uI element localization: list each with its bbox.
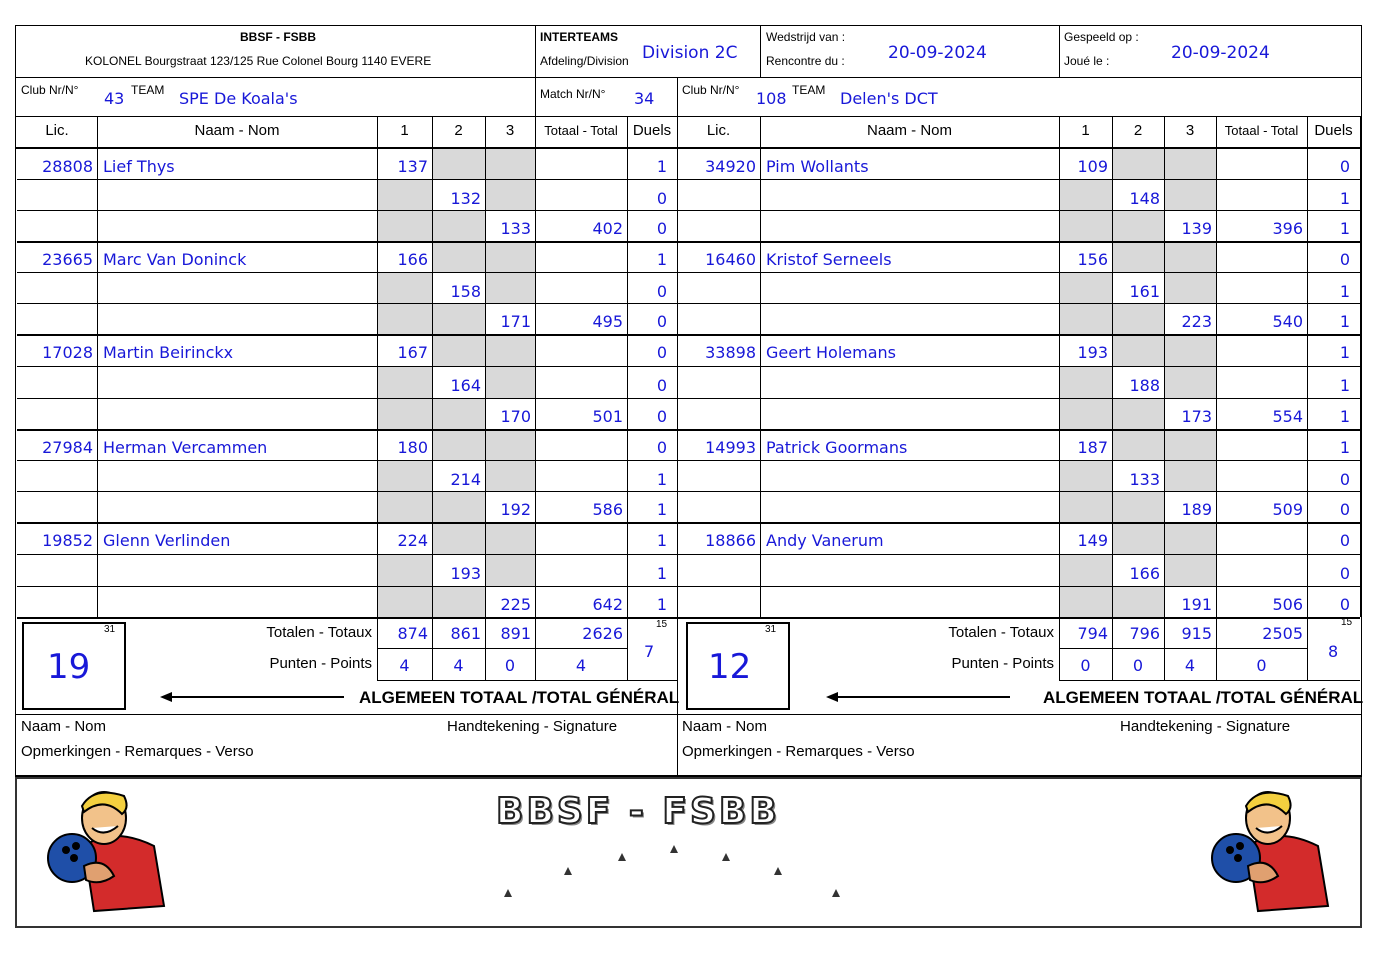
away-col-header-total: Totaal - Total bbox=[1224, 123, 1299, 138]
grid-line bbox=[17, 617, 677, 619]
away-player-total: 509 bbox=[1272, 500, 1303, 519]
home-player-total: 642 bbox=[592, 595, 623, 614]
gray-block bbox=[485, 554, 535, 586]
away-player-game2: 166 bbox=[1129, 564, 1160, 583]
away-points-total: 0 bbox=[1256, 656, 1267, 675]
gray-block bbox=[1059, 554, 1112, 586]
grid-line bbox=[677, 303, 1360, 304]
away-player-total: 506 bbox=[1272, 595, 1303, 614]
home-player-total: 586 bbox=[592, 500, 623, 519]
away-player-game2: 161 bbox=[1129, 282, 1160, 301]
home-col-header-duels: Duels bbox=[632, 122, 672, 139]
grid-line bbox=[677, 272, 1360, 273]
home-remarks-label: Opmerkingen - Remarques - Verso bbox=[21, 743, 254, 760]
home-player-game2: 193 bbox=[450, 564, 481, 583]
gray-block bbox=[1164, 460, 1216, 491]
grid-line bbox=[760, 25, 761, 77]
home-totals-g2: 861 bbox=[450, 624, 481, 643]
grid-line bbox=[627, 116, 628, 617]
away-player-game2: 148 bbox=[1129, 189, 1160, 208]
grid-line bbox=[17, 366, 677, 367]
grid-line bbox=[15, 25, 16, 777]
grid-line bbox=[677, 77, 678, 116]
bowling-pins-icon bbox=[490, 835, 860, 905]
away-player-duel1: 0 bbox=[1339, 531, 1350, 550]
home-player-duel1: 1 bbox=[656, 531, 667, 550]
away-player-game1: 149 bbox=[1077, 531, 1108, 550]
address: KOLONEL Bourgstraat 123/125 Rue Colonel Bourg 1140 EVERE bbox=[85, 54, 432, 68]
home-player-game3: 192 bbox=[500, 500, 531, 519]
grid-line bbox=[1059, 680, 1360, 681]
home-duels-total: 7 bbox=[644, 642, 655, 661]
away-player-game3: 191 bbox=[1181, 595, 1212, 614]
home-player-duel2: 0 bbox=[656, 282, 667, 301]
home-club-nr: 43 bbox=[104, 89, 125, 108]
home-player-name: Lief Thys bbox=[103, 157, 175, 176]
home-player-total: 501 bbox=[592, 407, 623, 426]
home-col-header-total: Totaal - Total bbox=[544, 123, 618, 138]
grid-line bbox=[1164, 116, 1165, 617]
gray-block bbox=[1164, 554, 1216, 586]
home-player-duel2: 1 bbox=[656, 470, 667, 489]
away-player-name: Andy Vanerum bbox=[766, 531, 884, 550]
away-team-label: TEAM bbox=[792, 83, 826, 97]
home-player-duel1: 0 bbox=[656, 438, 667, 457]
grid-line bbox=[677, 554, 1360, 555]
away-player-duel1: 0 bbox=[1339, 250, 1350, 269]
away-duels-total: 8 bbox=[1328, 642, 1339, 661]
away-totals-g2: 796 bbox=[1129, 624, 1160, 643]
away-player-total: 396 bbox=[1272, 219, 1303, 238]
away-player-name: Patrick Goormans bbox=[766, 438, 908, 457]
match-date-label-nl: Wedstrijd van : bbox=[766, 30, 846, 44]
away-score-small: 31 bbox=[765, 624, 777, 635]
away-player-game1: 193 bbox=[1077, 343, 1108, 362]
grid-line bbox=[17, 398, 677, 399]
away-player-duel3: 0 bbox=[1339, 595, 1350, 614]
home-points-label: Punten - Points bbox=[269, 655, 372, 672]
home-score: 19 bbox=[47, 647, 91, 687]
away-totals-label: Totalen - Totaux bbox=[948, 624, 1054, 641]
home-team-name: SPE De Koala's bbox=[179, 89, 298, 108]
away-points-g1: 0 bbox=[1080, 656, 1091, 675]
home-player-duel3: 1 bbox=[656, 500, 667, 519]
away-player-lic: 14993 bbox=[705, 438, 756, 457]
away-col-header-name: Naam - Nom bbox=[866, 122, 952, 139]
away-player-game3: 139 bbox=[1181, 219, 1212, 238]
gray-block bbox=[1059, 460, 1112, 491]
home-player-name: Glenn Verlinden bbox=[103, 531, 231, 550]
home-player-lic: 27984 bbox=[42, 438, 93, 457]
grid-line bbox=[1360, 116, 1361, 617]
home-totals-g3: 891 bbox=[500, 624, 531, 643]
grid-line bbox=[377, 680, 677, 681]
played-date-label-fr: Joué le : bbox=[1064, 54, 1110, 68]
grid-line bbox=[17, 429, 677, 431]
grid-line bbox=[677, 116, 678, 777]
gray-block bbox=[432, 429, 535, 460]
home-col-header-lic: Lic. bbox=[45, 122, 69, 139]
away-points-label: Punten - Points bbox=[951, 655, 1054, 672]
away-player-duel2: 1 bbox=[1339, 376, 1350, 395]
away-player-game1: 156 bbox=[1077, 250, 1108, 269]
grid-line bbox=[677, 334, 1360, 336]
home-points-total: 4 bbox=[575, 656, 587, 675]
away-player-game2: 133 bbox=[1129, 470, 1160, 489]
away-totals-total: 2505 bbox=[1262, 624, 1303, 643]
away-player-duel3: 1 bbox=[1339, 219, 1350, 238]
gray-block bbox=[377, 491, 485, 522]
grid-line bbox=[17, 303, 677, 304]
home-player-name: Marc Van Doninck bbox=[103, 250, 247, 269]
home-player-duel2: 0 bbox=[656, 376, 667, 395]
home-player-duel2: 0 bbox=[656, 189, 667, 208]
away-club-nr: 108 bbox=[756, 89, 787, 108]
grid-line bbox=[1216, 116, 1217, 617]
grid-line bbox=[760, 116, 761, 617]
bowler-mascot-icon bbox=[44, 786, 170, 916]
grid-line bbox=[377, 116, 378, 617]
away-general-total-label: ALGEMEEN TOTAAL /TOTAL GÉNÉRAL bbox=[1043, 688, 1364, 707]
home-arrow-icon bbox=[160, 690, 346, 704]
away-player-game2: 188 bbox=[1129, 376, 1160, 395]
home-player-game1: 167 bbox=[397, 343, 428, 362]
away-sig-name-label: Naam - Nom bbox=[682, 718, 768, 735]
bowler-mascot-icon-right bbox=[1208, 786, 1334, 916]
home-player-game3: 225 bbox=[500, 595, 531, 614]
gray-block bbox=[377, 398, 485, 429]
home-player-name: Martin Beirinckx bbox=[103, 343, 234, 362]
away-player-name: Pim Wollants bbox=[766, 157, 869, 176]
gray-block bbox=[432, 148, 535, 179]
gray-block bbox=[377, 179, 432, 210]
home-player-game3: 171 bbox=[500, 312, 531, 331]
home-duels-small: 15 bbox=[656, 619, 668, 630]
match-nr: 34 bbox=[634, 89, 655, 108]
grid-line bbox=[17, 554, 677, 555]
grid-line bbox=[1059, 648, 1307, 649]
gray-block bbox=[1059, 272, 1112, 303]
grid-line bbox=[15, 77, 1361, 78]
home-points-g3: 0 bbox=[504, 656, 516, 675]
home-player-lic: 17028 bbox=[42, 343, 93, 362]
home-points-g2: 4 bbox=[453, 656, 464, 675]
home-col-header-name: Naam - Nom bbox=[194, 122, 280, 139]
division-value: Division 2C bbox=[642, 43, 738, 63]
played-date: 20-09-2024 bbox=[1171, 43, 1270, 63]
home-player-game3: 133 bbox=[500, 219, 531, 238]
grid-line bbox=[677, 366, 1360, 367]
grid-line bbox=[677, 429, 1360, 431]
gray-block bbox=[485, 366, 535, 398]
home-col-header-g3: 3 bbox=[505, 122, 515, 139]
home-player-lic: 23665 bbox=[42, 250, 93, 269]
home-player-name: Herman Vercammen bbox=[103, 438, 268, 457]
home-player-lic: 28808 bbox=[42, 157, 93, 176]
home-player-game2: 214 bbox=[450, 470, 481, 489]
home-score-small: 31 bbox=[104, 624, 116, 635]
away-player-lic: 16460 bbox=[705, 250, 756, 269]
grid-line bbox=[17, 334, 677, 336]
match-date-label-fr: Rencontre du : bbox=[766, 54, 845, 68]
grid-line bbox=[677, 179, 1360, 180]
gray-block bbox=[377, 460, 432, 491]
gray-block bbox=[1164, 366, 1216, 398]
grid-line bbox=[1307, 617, 1308, 680]
away-remarks-label: Opmerkingen - Remarques - Verso bbox=[682, 743, 915, 760]
away-player-duel2: 1 bbox=[1339, 282, 1350, 301]
away-player-lic: 34920 bbox=[705, 157, 756, 176]
away-player-duel2: 0 bbox=[1339, 564, 1350, 583]
grid-line bbox=[17, 586, 677, 587]
interteams-label: INTERTEAMS bbox=[540, 30, 618, 44]
grid-line bbox=[17, 491, 677, 492]
grid-line bbox=[677, 460, 1360, 461]
gray-block bbox=[377, 554, 432, 586]
home-col-header-g1: 1 bbox=[400, 122, 409, 139]
gray-block bbox=[1059, 179, 1112, 210]
grid-line bbox=[1059, 116, 1060, 617]
gray-block bbox=[377, 366, 432, 398]
away-team-name: Delen's DCT bbox=[840, 89, 938, 108]
home-player-duel1: 0 bbox=[656, 343, 667, 362]
away-col-header-g3: 3 bbox=[1185, 122, 1195, 139]
home-player-duel1: 1 bbox=[656, 250, 667, 269]
grid-line bbox=[17, 210, 677, 211]
grid-line bbox=[677, 241, 1360, 243]
home-club-nr-label: Club Nr/N° bbox=[21, 83, 79, 97]
away-player-duel3: 0 bbox=[1339, 500, 1350, 519]
away-col-header-duels: Duels bbox=[1314, 122, 1353, 139]
home-col-header-g2: 2 bbox=[454, 122, 463, 139]
home-player-duel3: 0 bbox=[656, 312, 667, 331]
gray-block bbox=[377, 303, 485, 334]
home-general-total-label: ALGEMEEN TOTAAL /TOTAL GÉNÉRAL bbox=[359, 688, 680, 707]
away-player-game3: 173 bbox=[1181, 407, 1212, 426]
away-player-duel1: 0 bbox=[1339, 157, 1350, 176]
gray-block bbox=[432, 241, 535, 272]
home-player-total: 402 bbox=[592, 219, 623, 238]
away-signature-label: Handtekening - Signature bbox=[1120, 718, 1291, 735]
home-points-g1: 4 bbox=[399, 656, 410, 675]
grid-line bbox=[1112, 116, 1113, 617]
home-player-duel2: 1 bbox=[656, 564, 667, 583]
match-date: 20-09-2024 bbox=[888, 43, 987, 63]
gray-block bbox=[1164, 272, 1216, 303]
away-totals-g3: 915 bbox=[1181, 624, 1212, 643]
away-player-game1: 109 bbox=[1077, 157, 1108, 176]
grid-line bbox=[1059, 25, 1060, 77]
match-nr-label: Match Nr/N° bbox=[540, 87, 606, 101]
away-points-g2: 0 bbox=[1132, 656, 1144, 675]
home-player-game3: 170 bbox=[500, 407, 531, 426]
away-player-game3: 223 bbox=[1181, 312, 1212, 331]
away-points-g3: 4 bbox=[1184, 656, 1196, 675]
home-signature-label: Handtekening - Signature bbox=[447, 718, 618, 735]
away-col-header-lic: Lic. bbox=[706, 122, 731, 139]
away-score: 12 bbox=[708, 647, 752, 687]
away-arrow-icon bbox=[826, 690, 1012, 704]
grid-line bbox=[97, 116, 98, 617]
away-player-lic: 18866 bbox=[705, 531, 756, 550]
gray-block bbox=[432, 334, 535, 366]
grid-line bbox=[677, 617, 1360, 619]
away-player-duel1: 1 bbox=[1339, 343, 1350, 362]
grid-line bbox=[432, 116, 433, 617]
away-player-game3: 189 bbox=[1181, 500, 1212, 519]
grid-line bbox=[535, 116, 536, 617]
home-player-total: 495 bbox=[592, 312, 623, 331]
grid-line bbox=[377, 648, 627, 649]
grid-line bbox=[1307, 116, 1308, 617]
gray-block bbox=[1164, 179, 1216, 210]
home-player-lic: 19852 bbox=[42, 531, 93, 550]
grid-line bbox=[677, 210, 1360, 211]
division-label: Afdeling/Division bbox=[540, 54, 629, 68]
away-col-header-g2: 2 bbox=[1133, 122, 1143, 139]
away-player-name: Geert Holemans bbox=[766, 343, 896, 362]
grid-line bbox=[17, 179, 677, 180]
gray-block bbox=[432, 522, 535, 554]
gray-block bbox=[485, 460, 535, 491]
away-player-duel2: 1 bbox=[1339, 189, 1350, 208]
away-player-game1: 187 bbox=[1077, 438, 1108, 457]
away-player-duel3: 1 bbox=[1339, 312, 1350, 331]
away-player-duel2: 0 bbox=[1339, 470, 1350, 489]
grid-line bbox=[15, 25, 1361, 26]
gray-block bbox=[377, 210, 485, 241]
away-player-name: Kristof Serneels bbox=[766, 250, 892, 269]
gray-block bbox=[485, 272, 535, 303]
home-player-duel1: 1 bbox=[656, 157, 667, 176]
org-name: BBSF - FSBB bbox=[240, 30, 316, 44]
grid-line bbox=[627, 617, 628, 680]
away-totals-g1: 794 bbox=[1077, 624, 1108, 643]
home-player-duel3: 0 bbox=[656, 219, 667, 238]
grid-line bbox=[17, 272, 677, 273]
home-player-game2: 158 bbox=[450, 282, 481, 301]
away-player-total: 554 bbox=[1272, 407, 1303, 426]
home-player-game1: 224 bbox=[397, 531, 428, 550]
away-col-header-g1: 1 bbox=[1081, 122, 1090, 139]
grid-line bbox=[535, 25, 536, 116]
home-player-game1: 137 bbox=[397, 157, 428, 176]
home-totals-total: 2626 bbox=[582, 624, 623, 643]
grid-line bbox=[677, 586, 1360, 587]
gray-block bbox=[377, 272, 432, 303]
grid-line bbox=[677, 714, 678, 775]
grid-line bbox=[15, 116, 1361, 117]
grid-line bbox=[1361, 25, 1362, 777]
home-player-game2: 164 bbox=[450, 376, 481, 395]
grid-line bbox=[15, 714, 1361, 715]
gray-block bbox=[377, 586, 485, 617]
gray-block bbox=[485, 179, 535, 210]
gray-block bbox=[1059, 366, 1112, 398]
footer-logo-text: BBSF - FSBB bbox=[496, 791, 780, 832]
home-team-label: TEAM bbox=[131, 83, 165, 97]
grid-line bbox=[17, 460, 677, 461]
grid-line bbox=[15, 147, 1361, 149]
home-totals-label: Totalen - Totaux bbox=[266, 624, 372, 641]
grid-line bbox=[677, 398, 1360, 399]
away-player-duel1: 1 bbox=[1339, 438, 1350, 457]
away-player-total: 540 bbox=[1272, 312, 1303, 331]
home-sig-name-label: Naam - Nom bbox=[21, 718, 107, 735]
played-date-label-nl: Gespeeld op : bbox=[1064, 30, 1139, 44]
home-player-game1: 180 bbox=[397, 438, 428, 457]
away-player-duel3: 1 bbox=[1339, 407, 1350, 426]
away-player-lic: 33898 bbox=[705, 343, 756, 362]
home-player-duel3: 0 bbox=[656, 407, 667, 426]
grid-line bbox=[677, 491, 1360, 492]
away-duels-small: 15 bbox=[1341, 617, 1353, 628]
home-player-game1: 166 bbox=[397, 250, 428, 269]
grid-line bbox=[17, 241, 677, 243]
grid-line bbox=[485, 116, 486, 617]
home-totals-g1: 874 bbox=[397, 624, 428, 643]
home-player-duel3: 1 bbox=[656, 595, 667, 614]
grid-line bbox=[17, 522, 677, 524]
grid-line bbox=[677, 522, 1360, 524]
home-player-game2: 132 bbox=[450, 189, 481, 208]
away-club-nr-label: Club Nr/N° bbox=[682, 83, 740, 97]
